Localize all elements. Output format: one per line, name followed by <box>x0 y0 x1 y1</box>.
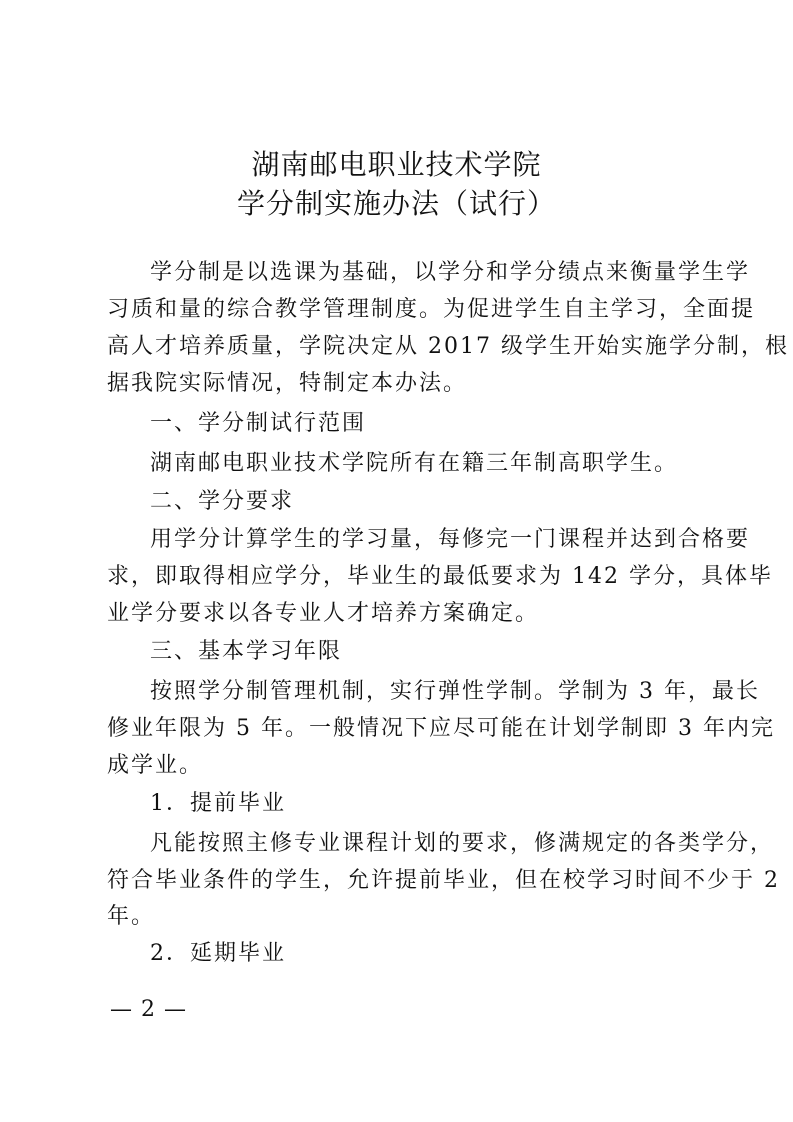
paragraph-line: 业学分要求以各专业人才培养方案确定。 <box>107 601 540 626</box>
paragraph-line: 凡能按照主修专业课程计划的要求，修满规定的各类学分， <box>150 831 775 856</box>
paragraph-line: 成学业。 <box>107 753 204 778</box>
subsection-heading: 2．延期毕业 <box>150 941 286 966</box>
paragraph-line: 年。 <box>107 904 156 929</box>
paragraph-line: 学分制是以选课为基础，以学分和学分绩点来衡量学生学 <box>150 260 751 285</box>
paragraph-line: 符合毕业条件的学生，允许提前毕业，但在校学习时间不少于 2 <box>107 868 780 893</box>
paragraph-line: 求，即取得相应学分，毕业生的最低要求为 142 学分，具体毕 <box>107 564 773 589</box>
paragraph-line: 高人才培养质量，学院决定从 2017 级学生开始实施学分制，根 <box>107 334 789 359</box>
section-heading: 三、基本学习年限 <box>150 639 343 664</box>
section-heading: 二、学分要求 <box>150 489 295 514</box>
paragraph-line: 按照学分制管理机制，实行弹性学制。学制为 3 年，最长 <box>150 679 760 704</box>
section-heading: 一、学分制试行范围 <box>150 411 367 436</box>
paragraph-line: 湖南邮电职业技术学院所有在籍三年制高职学生。 <box>150 451 679 476</box>
subsection-heading: 1．提前毕业 <box>150 791 286 816</box>
page-number: — 2 — <box>110 997 187 1022</box>
document-title-line-1: 湖南邮电职业技术学院 <box>251 148 542 181</box>
paragraph-line: 修业年限为 5 年。一般情况下应尽可能在计划学制即 3 年内完 <box>107 716 775 741</box>
paragraph-line: 用学分计算学生的学习量，每修完一门课程并达到合格要 <box>150 527 751 552</box>
paragraph-line: 习质和量的综合教学管理制度。为促进学生自主学习，全面提 <box>107 297 756 322</box>
paragraph-line: 据我院实际情况，特制定本办法。 <box>107 371 468 396</box>
document-title-line-2: 学分制实施办法（试行） <box>236 187 556 220</box>
